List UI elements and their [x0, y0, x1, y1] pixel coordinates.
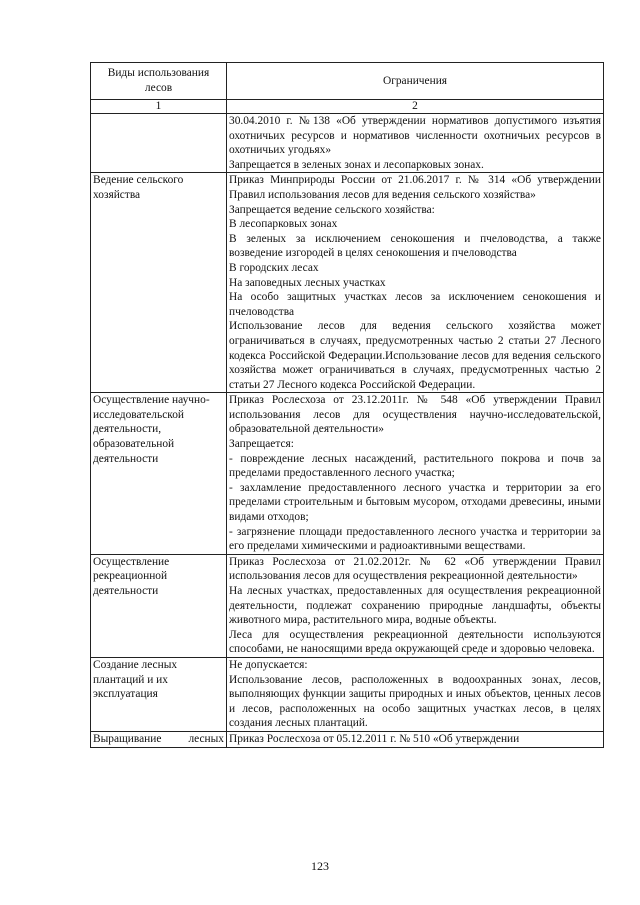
restriction-text: [227, 657, 604, 731]
restriction-line: Приказ Рослесхоза от 05.12.2011 г. № 510 «Об утверждении: [229, 732, 520, 745]
restriction-line: В зеленых за исключением сенокошения и пчеловодства, а также возведение изгородей в целях сенокошения и пчеловодства: [229, 232, 601, 260]
restriction-text: [227, 731, 604, 747]
restriction-text: [227, 393, 604, 555]
restriction-line: - захламление предоставленного лесного участка и территории за его пределами строительным и бытовым мусором, отходами древесины, иными видами отходов;: [229, 481, 601, 524]
table-row: [91, 731, 604, 747]
table-row: [91, 114, 604, 173]
restriction-line: Запрещается в зеленых зонах и лесопарковых зонах.: [229, 158, 484, 171]
column-number-row: [91, 100, 604, 114]
forest-use-type: [91, 114, 227, 173]
restriction-line: Не допускается:: [229, 658, 308, 671]
restrictions-table: [90, 62, 604, 748]
restriction-text: [227, 114, 604, 173]
header-row: [91, 63, 604, 100]
restriction-line: Использование лесов, расположенных в водоохранных зонах, лесов, выполняющих функции защиты природных и иных объектов, ценных лесов и лесов, расположенных на особо защитных участках лесов, в целях создания лесных плантаций.: [229, 673, 601, 730]
forest-use-type: Создание лесных плантаций и их эксплуатация: [91, 657, 227, 731]
header-restrictions: Ограничения: [227, 63, 604, 100]
forest-use-type: Ведение сельского хозяйства: [91, 173, 227, 393]
restriction-line: Использование лесов для ведения сельского хозяйства может ограничиваться в случаях, предусмотренных частью 2 статьи 27 Лесного кодекса Российской Федерации.Использование лесов для ведения сельского хозяйства может ограничиваться в случаях, предусмотренных частью 2 статьи 27 Лесного кодекса Российской Федерации.: [229, 320, 601, 391]
table-row: [91, 393, 604, 555]
forest-use-type: Осуществление рекреационной деятельности: [91, 554, 227, 657]
restriction-line: В городских лесах: [229, 261, 319, 274]
restriction-text: [227, 173, 604, 393]
restriction-line: На лесных участках, предоставленных для осуществления рекреационной деятельности, подлежат сохранению природные ландшафты, объекты животного мира, растительного мира, водные объекты.: [229, 585, 601, 627]
table-row: [91, 554, 604, 657]
restriction-line: На особо защитных участках лесов за исключением сенокошения и пчеловодства: [229, 291, 601, 318]
restriction-line: На заповедных лесных участках: [229, 276, 386, 289]
restriction-line: Приказ Рослесхоза от 21.02.2012г. № 62 «Об утверждении Правил использования лесов для осуществления рекреационной деятельности»: [229, 555, 601, 583]
restriction-line: - повреждение лесных насаждений, растительного покрова и почв за пределами предоставленного лесного участка;: [229, 452, 601, 480]
restriction-line: 30.04.2010 г. №138 «Об утверждении нормативов допустимого изъятия охотничьих ресурсов и нормативов численности охотничьих ресурсов в охотничьих угодьях»: [229, 115, 601, 157]
restriction-line: Леса для осуществления рекреационной деятельности используются способами, не наносящими вреда окружающей среде и здоровью человека.: [229, 628, 601, 656]
header-forest-use-types: Виды использования лесов: [91, 63, 227, 100]
restriction-text: [227, 554, 604, 657]
restriction-line: Запрещается ведение сельского хозяйства:: [229, 203, 435, 216]
column-number-1: 1: [91, 100, 227, 114]
page-number: 123: [311, 859, 329, 873]
restriction-line: В лесопарковых зонах: [229, 218, 338, 231]
restriction-line: Приказ Рослесхоза от 23.12.2011г. № 548 «Об утверждении Правил использования лесов для осуществления научно-исследовательской, образовательной деятельности»: [229, 394, 601, 436]
restriction-line: - загрязнение площади предоставленного лесного участка и территории за его пределами химическими и радиоактивными веществами.: [229, 525, 601, 553]
restriction-line: Запрещается:: [229, 438, 294, 451]
column-number-2: 2: [227, 100, 604, 114]
forest-use-type: Осуществление научно-исследовательской деятельности, образовательной деятельности: [91, 393, 227, 555]
restriction-line: Приказ Минприроды России от 21.06.2017 г. № 314 «Об утверждении Правил использования лесов для ведения сельского хозяйства»: [229, 174, 601, 201]
table-row: [91, 173, 604, 393]
table-row: [91, 657, 604, 731]
forest-use-type: Выращивание лесных: [91, 731, 227, 747]
